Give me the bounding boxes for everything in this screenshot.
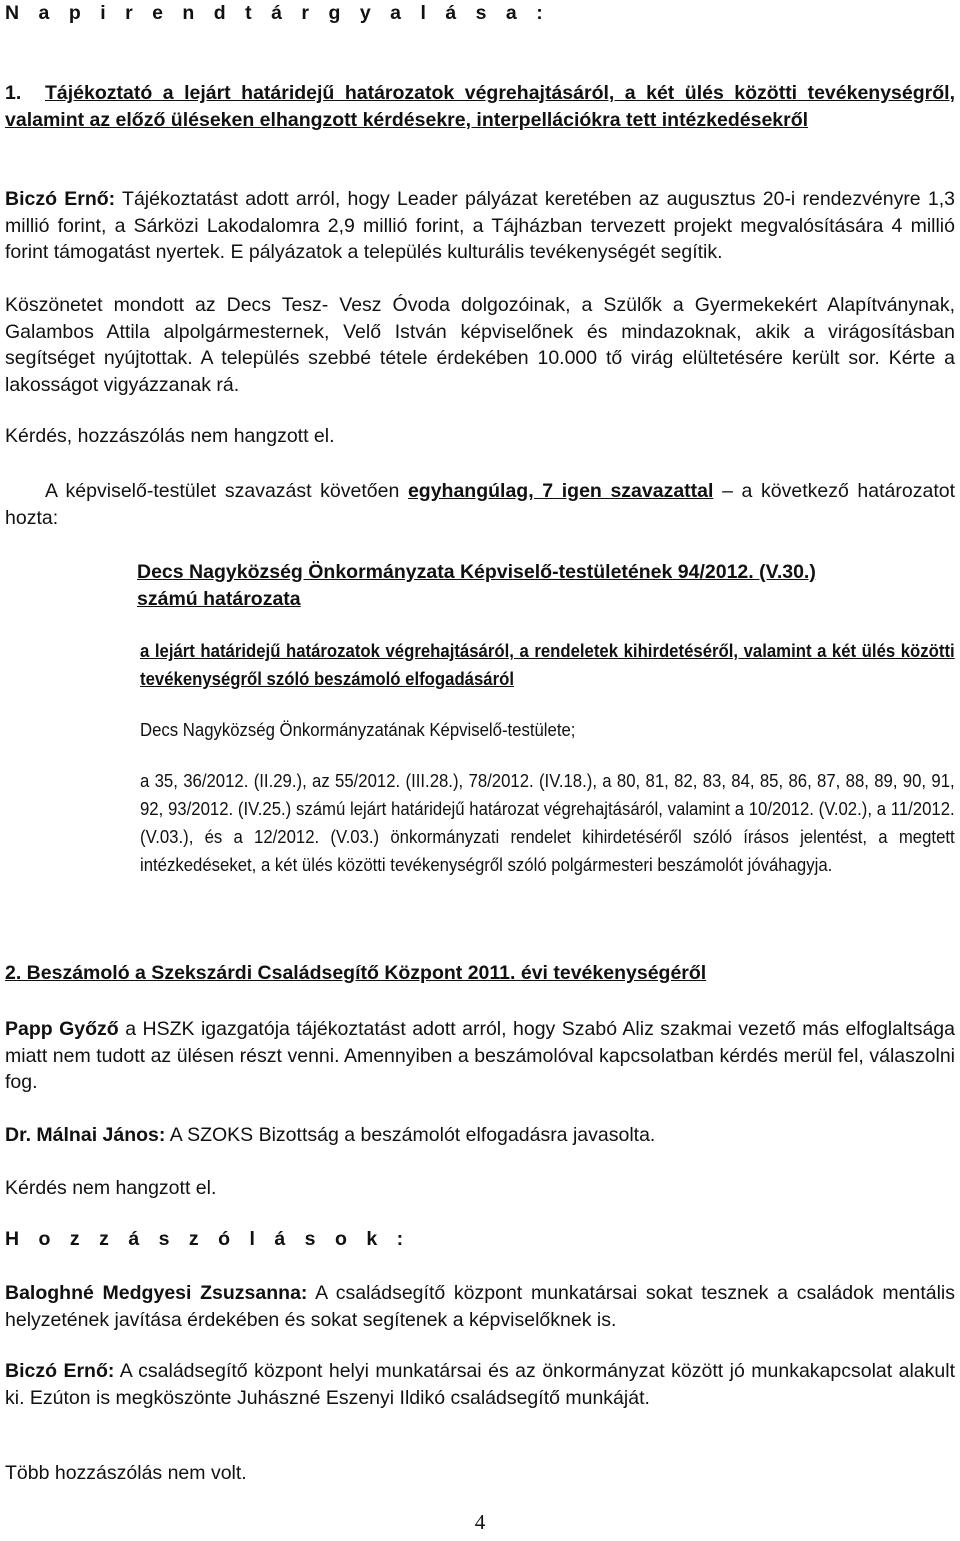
speaker-name: Biczó Ernő:	[5, 188, 116, 210]
resolution-body-intro-text: Decs Nagyközség Önkormányzatának Képviselő-testülete;	[140, 720, 576, 740]
resolution-title-line1: Decs Nagyközség Önkormányzata Képviselő-testületének 94/2012. (V.30.)	[137, 561, 816, 583]
comments-heading	[5, 1226, 955, 1253]
resolution-body-main-text: a 35, 36/2012. (II.29.), az 55/2012. (III.28.), 78/2012. (IV.18.), a 80, 81, 82, 83, 84, 85, 86, 87, 88, 89, 90, 91, 92, 93/2012. (IV.25.) számú lejárt határidejű határozat végrehajtásáról, valamint a 10/2012. (V.02.), a 11/2012. (V.03.), és a 12/2012. (V.03.) önkormányzati rendelet kihirdetéséről szóló írásos jelentést, a megtett intézkedéseket, a két ülés közötti tevékenységről szóló polgármesteri beszámolót jóváhagyja.	[140, 771, 955, 875]
speaker-text: A SZOKS Bizottság a beszámolót elfogadásra javasolta.	[165, 1124, 656, 1146]
comment1-paragraph	[5, 1280, 955, 1333]
speaker-name: Biczó Ernő:	[5, 1360, 115, 1382]
item1-thanks-paragraph	[5, 292, 955, 398]
item1-speaker1-paragraph	[5, 186, 955, 266]
speaker-text: A családsegítő központ munkatársai sokat tesznek a családok mentális helyzetének javítása érdekében és sokat segítenek a képviselőknek is.	[5, 1282, 955, 1331]
item1-number: 1.	[5, 82, 22, 104]
item2-title	[5, 960, 955, 987]
resolution-body-main	[140, 767, 955, 879]
item1-title-text: Tájékoztató a lejárt határidejű határozatok végrehajtásáról, a két ülés közötti tevékenységről, valamint az előző üléseken elhangzott kérdésekre, interpellációkra tett intézkedésekről	[5, 82, 955, 131]
speaker-name: Baloghné Medgyesi Zsuzsanna:	[5, 1282, 308, 1304]
speaker-text: a HSZK igazgatója tájékoztatást adott arról, hogy Szabó Aliz szakmai vezető más elfoglaltsága miatt nem tudott az ülésen részt venni. Amennyiben a beszámolóval kapcsolatban kérdés merül fel, válaszolni fog.	[5, 1018, 955, 1093]
thanks-text: Köszönetet mondott az Decs Tesz- Vesz Óvoda dolgozóinak, a Szülők a Gyermekekért Alapítványnak, Galambos Attila alpolgármesternek, Velő István képviselőnek és mindazoknak, akik a virágosításban segítséget nyújtottak. A település szebbé tétele érdekében 10.000 tő virág elültetésére került sor. Kérte a lakosságot vigyázzanak rá.	[5, 294, 955, 396]
item2-paragraph2	[5, 1122, 955, 1149]
item1-title	[5, 80, 955, 133]
resolution-subject	[140, 637, 955, 693]
item2-title-text: 2. Beszámoló a Szekszárdi Családsegítő Központ 2011. évi tevékenységéről	[5, 962, 707, 984]
item2-no-questions	[5, 1175, 955, 1202]
agenda-heading	[5, 0, 955, 27]
resolution-body-intro	[140, 716, 955, 744]
agenda-heading-text: N a p i r e n d t á r g y a l á s a :	[5, 2, 550, 24]
speaker-text: Tájékoztatást adott arról, hogy Leader pályázat keretében az augusztus 20-i rendezvényre 1,3 millió forint, a Sárközi Lakodalomra 2,9 millió forint, a Tájházban tervezett projekt megvalósítására 4 millió forint támogatást nyertek. E pályázatok a település kulturális tevékenységét segítik.	[5, 188, 955, 263]
resolution-title-line2: számú határozata	[137, 587, 301, 610]
vote-post: – a következő határozatot hozta:	[5, 480, 956, 529]
no-more-comments	[5, 1460, 955, 1487]
page-number: 4	[474, 1510, 486, 1534]
no-questions-text: Kérdés nem hangzott el.	[5, 1177, 217, 1199]
speaker-text: A családsegítő központ helyi munkatársai és az önkormányzat között jó munkakapcsolat alakult ki. Ezúton is megköszönte Juhászné Eszenyi Ildikó családsegítő munkáját.	[5, 1360, 955, 1409]
no-more-comments-text: Több hozzászólás nem volt.	[5, 1462, 247, 1484]
speaker-name: Dr. Málnai János:	[5, 1124, 166, 1146]
comments-heading-text: H o z z á s z ó l á s o k :	[5, 1228, 411, 1250]
resolution-title	[137, 559, 957, 612]
item1-vote-paragraph	[5, 478, 955, 531]
item2-paragraph1	[5, 1016, 955, 1096]
vote-pre: A képviselő-testület szavazást követően	[45, 480, 408, 502]
item1-no-questions	[5, 423, 955, 450]
comment2-paragraph	[5, 1358, 955, 1411]
vote-result: egyhangúlag, 7 igen szavazattal	[407, 480, 714, 502]
speaker-name: Papp Győző	[5, 1018, 119, 1040]
resolution-subject-text: a lejárt határidejű határozatok végrehajtásáról, a rendeletek kihirdetéséről, valamint a két ülés közötti tevékenységről szóló beszámoló elfogadásáról	[140, 641, 955, 689]
no-questions-text: Kérdés, hozzászólás nem hangzott el.	[5, 425, 335, 447]
